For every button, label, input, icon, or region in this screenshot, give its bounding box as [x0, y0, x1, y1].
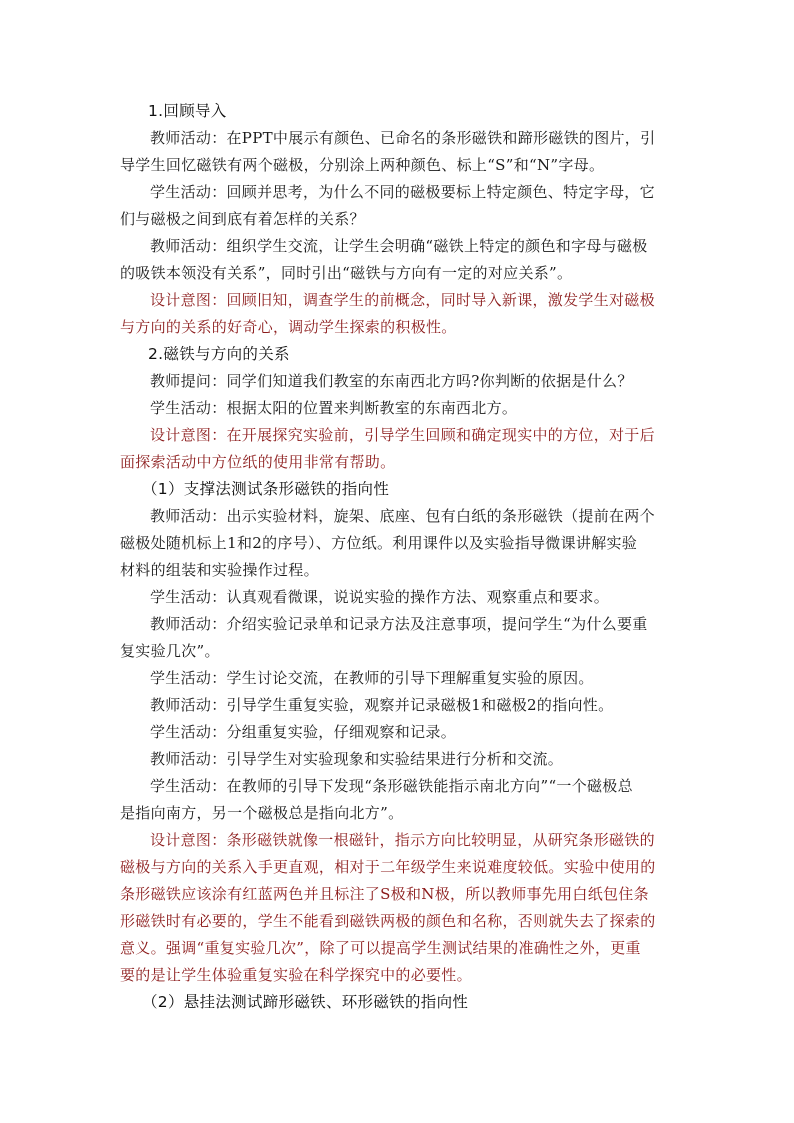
- design-intent-line: 要的是让学生体验重复实验在科学探究中的必要性。: [120, 966, 472, 984]
- paragraph-line: 教师活动：组织学生交流，让学生会明确“磁铁上特定的颜色和字母与磁极: [150, 237, 648, 255]
- design-intent-line: 磁极与方向的关系入手更直观，相对于二年级学生来说难度较低。实验中使用的: [120, 858, 656, 876]
- design-intent-line: 形磁铁时有必要的，学生不能看到磁铁两极的颜色和名称，否则就失去了探索的: [120, 912, 656, 930]
- paragraph-line: 教师提问：同学们知道我们教室的东南西北方吗?你判断的依据是什么？: [150, 372, 633, 390]
- paragraph-line: 学生活动：回顾并思考，为什么不同的磁极要标上特定颜色、特定字母，它: [150, 183, 655, 201]
- design-intent-line: 设计意图：回顾旧知，调查学生的前概念，同时导入新课，激发学生对磁极: [150, 291, 655, 309]
- paragraph-line: 们与磁极之间到底有着怎样的关系？: [120, 210, 365, 228]
- paragraph-line: 学生活动：根据太阳的位置来判断教室的东南西北方。: [150, 399, 518, 417]
- paragraph-line: 教师活动：在PPT中展示有颜色、已命名的条形磁铁和蹄形磁铁的图片，引: [150, 129, 656, 147]
- paragraph-line: 教师活动：出示实验材料，旋架、底座、包有白纸的条形磁铁（提前在两个: [150, 507, 655, 525]
- subsection-heading: （1）支撑法测试条形磁铁的指向性: [142, 480, 390, 498]
- design-intent-line: 意义。强调“重复实验几次”，除了可以提高学生测试结果的准确性之外，更重: [120, 939, 641, 957]
- paragraph-line: 导学生回忆磁铁有两个磁极，分别涂上两种颜色、标上“S”和“N”字母。: [120, 156, 605, 174]
- paragraph-line: 复实验几次”。: [120, 642, 220, 660]
- design-intent-line: 面探索活动中方位纸的使用非常有帮助。: [120, 453, 396, 471]
- document-body: [120, 98, 660, 1016]
- section-heading: 2.磁铁与方向的关系: [148, 345, 290, 363]
- subsection-heading: （2）悬挂法测试蹄形磁铁、环形磁铁的指向性: [142, 993, 469, 1011]
- paragraph-line: 教师活动：引导学生重复实验，观察并记录磁极1和磁极2的指向性。: [150, 696, 614, 714]
- paragraph-line: 学生活动：认真观看微课，说说实验的操作方法、观察重点和要求。: [150, 588, 610, 606]
- paragraph-line: 材料的组装和实验操作过程。: [120, 561, 319, 579]
- paragraph-line: 磁极处随机标上1和2的序号）、方位纸。利用课件以及实验指导微课讲解实验: [120, 534, 638, 552]
- design-intent-line: 设计意图：条形磁铁就像一根磁针，指示方向比较明显，从研究条形磁铁的: [150, 831, 655, 849]
- paragraph-line: 学生活动：分组重复实验，仔细观察和记录。: [150, 723, 457, 741]
- paragraph-line: 教师活动：介绍实验记录单和记录方法及注意事项，提问学生“为什么要重: [150, 615, 648, 633]
- paragraph-line: 学生活动：学生讨论交流，在教师的引导下理解重复实验的原因。: [150, 669, 594, 687]
- design-intent-line: 条形磁铁应该涂有红蓝两色并且标注了S极和N极，所以教师事先用白纸包住条: [120, 885, 649, 903]
- design-intent-line: 与方向的关系的好奇心，调动学生探索的积极性。: [120, 318, 457, 336]
- paragraph-line: 教师活动：引导学生对实验现象和实验结果进行分析和交流。: [150, 750, 564, 768]
- section-heading: 1.回顾导入: [148, 102, 227, 120]
- paragraph-line: 学生活动：在教师的引导下发现“条形磁铁能指示南北方向”“一个磁极总: [150, 777, 633, 795]
- paragraph-line: 的吸铁本领没有关系”，同时引出“磁铁与方向有一定的对应关系”。: [120, 264, 573, 282]
- paragraph-line: 是指向南方，另一个磁极总是指向北方”。: [120, 804, 404, 822]
- design-intent-line: 设计意图：在开展探究实验前，引导学生回顾和确定现实中的方位，对于后: [150, 426, 655, 444]
